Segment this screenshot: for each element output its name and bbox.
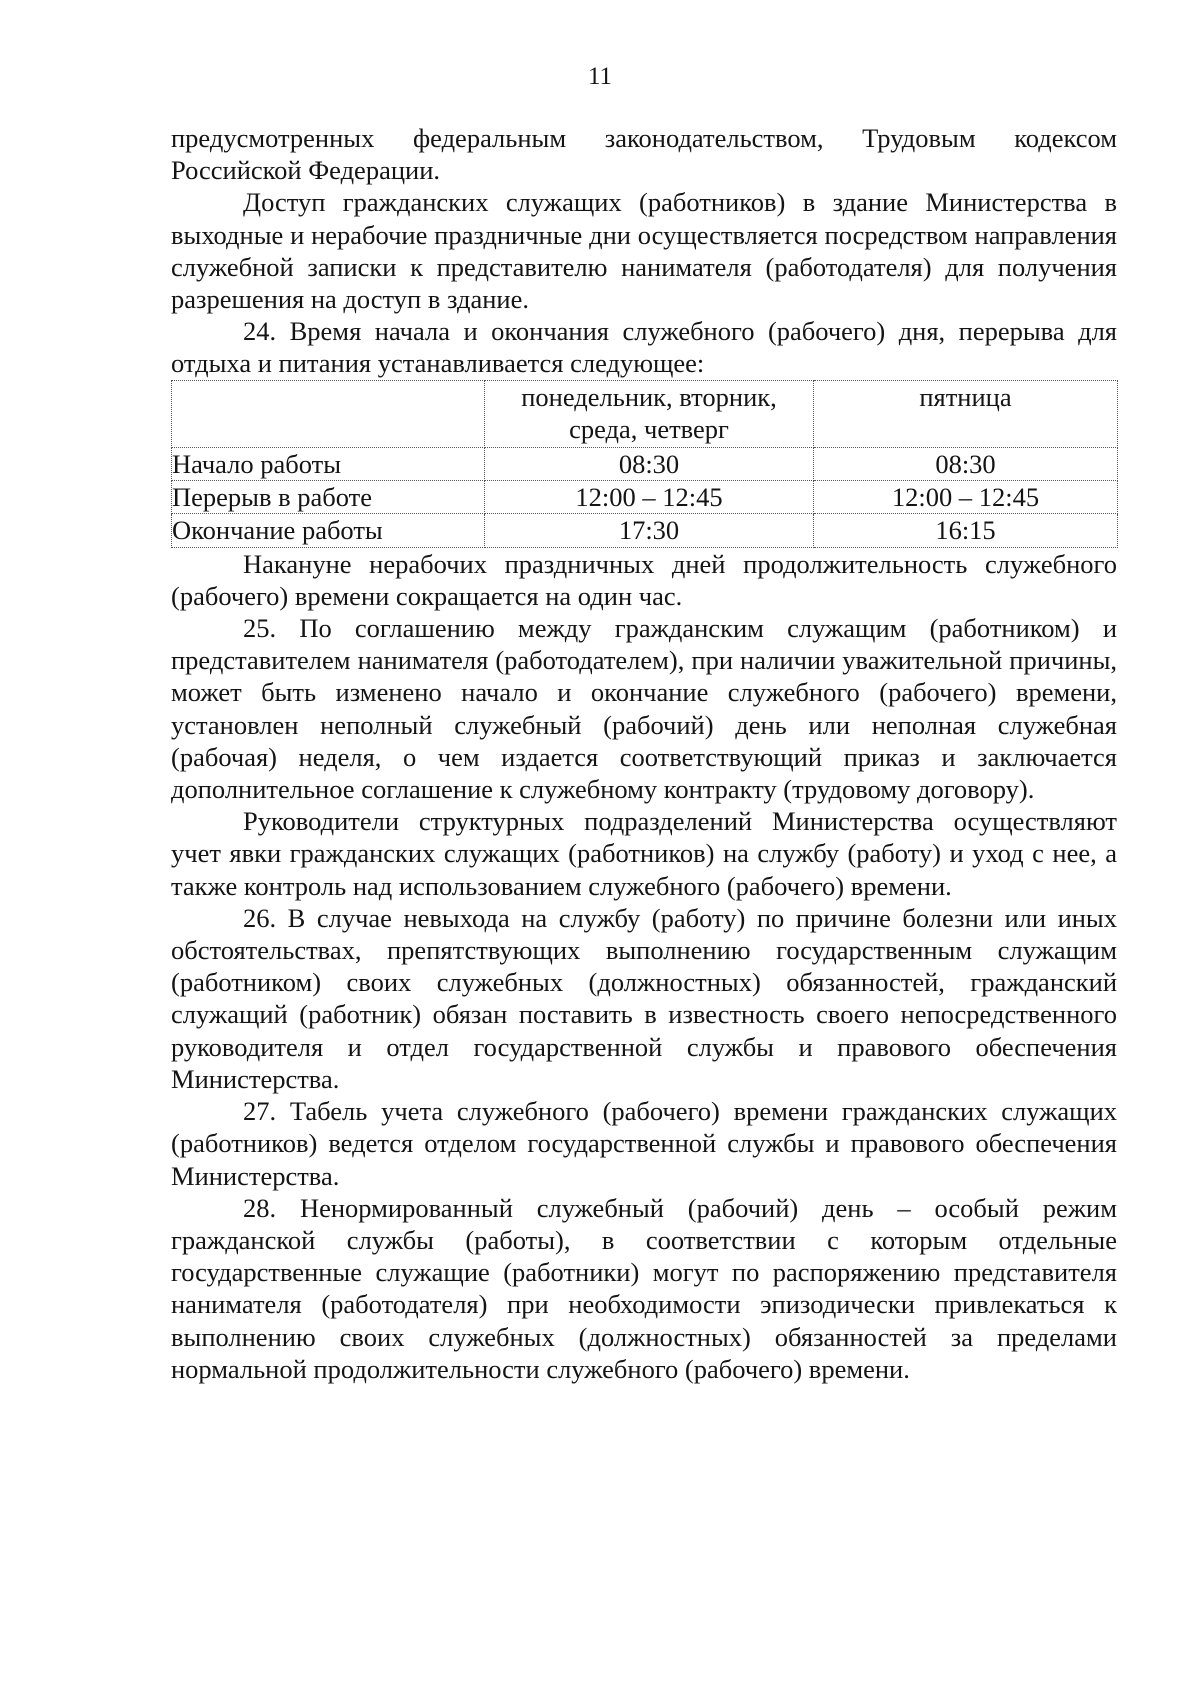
row-label: Окончание работы: [172, 514, 485, 547]
table-header-mon-thu: понедельник, вторник, среда, четверг: [485, 380, 814, 447]
paragraph: Накануне нерабочих праздничных дней продолжительность служебного (рабочего) времени сокращается на один час.: [171, 548, 1117, 611]
table-header-empty: [172, 380, 485, 447]
table-header-row: [172, 380, 1118, 447]
table-header-fri: пятница: [814, 380, 1118, 447]
paragraph: Руководители структурных подразделений Министерства осуществляют учет явки гражданских служащих (работников) на службу (работу) и уход с нее, а также контроль над использованием служебного (рабочего) времени.: [171, 806, 1117, 901]
paragraph-item-24: 24. Время начала и окончания служебного (рабочего) дня, перерыва для отдыха и питания устанавливается следующее:: [171, 316, 1117, 379]
cell-fri: 12:00 – 12:45: [814, 481, 1118, 514]
table-row: [172, 481, 1118, 514]
page-number: 11: [587, 63, 613, 90]
work-schedule-table: [171, 380, 1118, 548]
table-row: [172, 448, 1118, 481]
cell-fri: 08:30: [814, 448, 1118, 481]
cell-mon-thu: 17:30: [485, 514, 814, 547]
paragraph-item-25: 25. По соглашению между гражданским служащим (работником) и представителем нанимателя (работодателем), при наличии уважительной причины, может быть изменено начало и окончание служебного (рабочего) времени, установлен неполный служебный (рабочий) день или неполная служебная (рабочая) неделя, о чем издается соответствующий приказ и заключается дополнительное соглашение к служебному контракту (трудовому договору).: [171, 613, 1117, 805]
row-label: Перерыв в работе: [172, 481, 485, 514]
paragraph: Доступ гражданских служащих (работников) в здание Министерства в выходные и нерабочие праздничные дни осуществляется посредством направления служебной записки к представителю нанимателя (работодателя) для получения разрешения на доступ в здание.: [171, 187, 1117, 315]
row-label: Начало работы: [172, 448, 485, 481]
cell-mon-thu: 12:00 – 12:45: [485, 481, 814, 514]
paragraph: предусмотренных федеральным законодательством, Трудовым кодексом Российской Федерации.: [171, 123, 1117, 186]
cell-fri: 16:15: [814, 514, 1118, 547]
cell-mon-thu: 08:30: [485, 448, 814, 481]
paragraph-item-28: 28. Ненормированный служебный (рабочий) день – особый режим гражданской службы (работы), в соответствии с которым отдельные государственные служащие (работники) могут по распоряжению представителя нанимателя (работодателя) при необходимости эпизодически привлекаться к выполнению своих служебных (должностных) обязанностей за пределами нормальной продолжительности служебного (рабочего) времени.: [171, 1192, 1117, 1384]
paragraph-item-27: 27. Табель учета служебного (рабочего) времени гражданских служащих (работников) ведется отделом государственной службы и правового обеспечения Министерства.: [171, 1096, 1117, 1191]
table-row: [172, 514, 1118, 547]
paragraph-item-26: 26. В случае невыхода на службу (работу) по причине болезни или иных обстоятельствах, препятствующих выполнению государственным служащим (работником) своих служебных (должностных) обязанностей, гражданский служащий (работник) обязан поставить в известность своего непосредственного руководителя и отдел государственной службы и правового обеспечения Министерства.: [171, 902, 1117, 1094]
document-body: [171, 122, 1117, 1385]
